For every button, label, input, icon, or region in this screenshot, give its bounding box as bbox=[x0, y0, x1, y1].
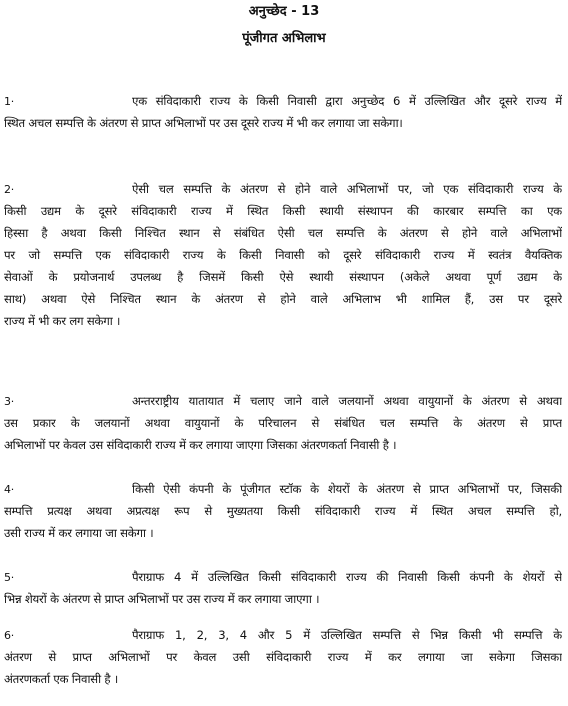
paragraph-line bbox=[4, 266, 562, 288]
paragraph-line bbox=[4, 434, 562, 456]
paragraph-text: किसी ऐसी कंपनी के पूंजीगत स्टॉक के शेयरों के अंतरण से प्राप्त अभिलाभों पर, जिसकी bbox=[132, 482, 562, 496]
paragraph-text: सम्पत्ति प्रत्यक्ष अथवा अप्रत्यक्ष रूप से मुख्यतया किसी संविदाकारी राज्य में स्थित अचल सम्पत्ति हो, bbox=[4, 504, 562, 518]
paragraph-line bbox=[4, 646, 562, 668]
paragraph-number: 2· bbox=[4, 183, 15, 196]
paragraph-line bbox=[4, 522, 562, 544]
paragraph-number: 5· bbox=[4, 571, 15, 584]
paragraph-number: 6· bbox=[4, 629, 15, 642]
paragraph-line bbox=[4, 112, 562, 134]
paragraph-line bbox=[4, 624, 562, 646]
paragraph-text: अंतरण से प्राप्त अभिलाभों पर केवल उसी संविदाकारी राज्य में कर लगाया जा सकेगा जिसका bbox=[4, 650, 562, 664]
paragraph-text: पैराग्राफ 1, 2, 3, 4 और 5 में उल्लिखित सम्पत्ति से भिन्न किसी भी सम्पत्ति के bbox=[132, 628, 562, 642]
paragraph-4 bbox=[4, 478, 562, 544]
paragraph-text: अभिलाभों पर केवल उस संविदाकारी राज्य में कर लगाया जाएगा जिसका अंतरणकर्ता निवासी है । bbox=[4, 438, 397, 452]
paragraph-text: हिस्सा है अथवा किसी निश्चित स्थान से संबंधित ऐसी चल सम्पत्ति के अंतरण से होने वाले अभिलाभों bbox=[4, 226, 562, 240]
paragraph-5 bbox=[4, 566, 562, 610]
paragraph-line bbox=[4, 412, 562, 434]
paragraph-text: पैराग्राफ 4 में उल्लिखित किसी संविदाकारी राज्य की निवासी किसी कंपनी के शेयरों से bbox=[132, 570, 562, 584]
paragraph-line bbox=[4, 500, 562, 522]
paragraph-2 bbox=[4, 178, 562, 332]
paragraph-line bbox=[4, 478, 562, 500]
paragraph-number: 3· bbox=[4, 395, 15, 408]
document-title: पूंजीगत अभिलाभ bbox=[242, 31, 326, 46]
paragraph-6 bbox=[4, 624, 562, 690]
paragraph-text: साथ) अथवा ऐसे निश्चित स्थान के अंतरण से होने वाले अभिलाभ भी शामिल हैं, उस पर दूसरे bbox=[4, 292, 562, 306]
paragraph-line bbox=[4, 288, 562, 310]
paragraph-line bbox=[4, 244, 562, 266]
paragraph-line bbox=[4, 390, 562, 412]
paragraph-text: पर जो सम्पत्ति एक संविदाकारी राज्य के किसी निवासी को दूसरे संविदाकारी राज्य में स्वतंत्र वैयक्तिक bbox=[4, 248, 562, 262]
paragraph-number: 4· bbox=[4, 483, 15, 496]
paragraph-text: सेवाओं के प्रयोजनार्थ उपलब्ध है जिसमें किसी ऐसे स्थायी संस्थापन (अकेले अथवा पूर्ण उद्यम के bbox=[4, 270, 562, 284]
article-heading: अनुच्छेद - 13 bbox=[248, 4, 320, 19]
paragraph-text: उस प्रकार के जलयानों अथवा वायुयानों के परिचालन से संबंधित चल सम्पत्ति के अंतरण से प्राप्त bbox=[4, 416, 562, 430]
paragraph-line bbox=[4, 310, 562, 332]
paragraph-text: अंतरणकर्ता एक निवासी है । bbox=[4, 672, 119, 686]
paragraph-line bbox=[4, 222, 562, 244]
paragraph-3 bbox=[4, 390, 562, 456]
paragraph-text: अन्तरराष्ट्रीय यातायात में चलाए जाने वाले जलयानों अथवा वायुयानों के अंतरण से अथवा bbox=[132, 394, 562, 408]
paragraph-line bbox=[4, 90, 562, 112]
paragraph-line bbox=[4, 588, 562, 610]
paragraph-line bbox=[4, 566, 562, 588]
paragraph-text: स्थित अचल सम्पत्ति के अंतरण से प्राप्त अभिलाभों पर उस दूसरे राज्य में भी कर लगाया जा सकेगा। bbox=[4, 116, 403, 130]
paragraph-line bbox=[4, 178, 562, 200]
paragraph-line bbox=[4, 200, 562, 222]
paragraph-text: एक संविदाकारी राज्य के किसी निवासी द्वारा अनुच्छेद 6 में उल्लिखित और दूसरे राज्य में bbox=[132, 94, 562, 108]
paragraph-line bbox=[4, 668, 562, 690]
paragraph-text: उसी राज्य में कर लगाया जा सकेगा । bbox=[4, 526, 154, 540]
paragraph-1 bbox=[4, 90, 562, 134]
paragraph-text: ऐसी चल सम्पत्ति के अंतरण से होने वाले अभिलाभों पर, जो एक संविदाकारी राज्य के bbox=[132, 182, 562, 196]
paragraph-text: किसी उद्यम के दूसरे संविदाकारी राज्य में स्थित किसी स्थायी संस्थापन की कारबार सम्पत्ति का एक bbox=[4, 204, 562, 218]
paragraph-number: 1· bbox=[4, 95, 15, 108]
paragraph-text: राज्य में भी कर लग सकेगा । bbox=[4, 314, 121, 328]
paragraph-text: भिन्न शेयरों के अंतरण से प्राप्त अभिलाभों पर उस राज्य में कर लगाया जाएगा । bbox=[4, 592, 320, 606]
